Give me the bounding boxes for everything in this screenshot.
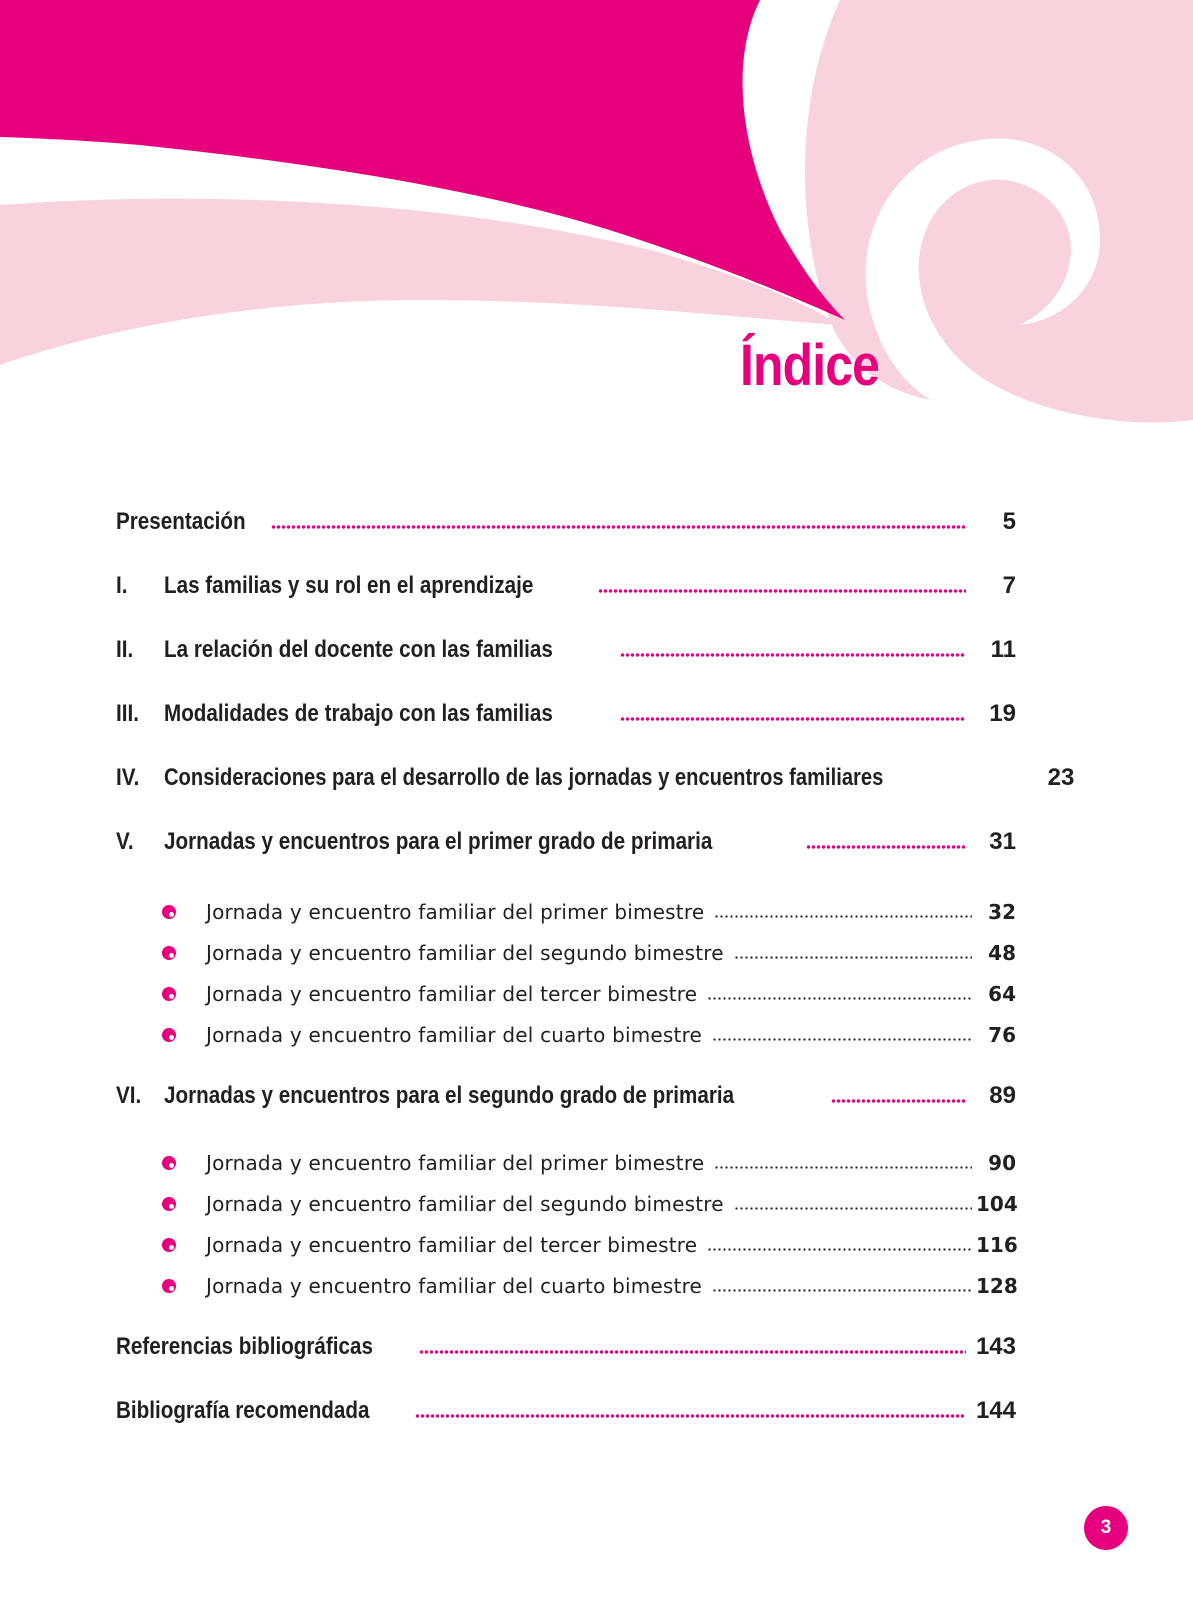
toc-entry-number: I.: [116, 572, 128, 599]
toc-entry-bibliografia[interactable]: [116, 1394, 1016, 1428]
dot-leader: [831, 1099, 966, 1103]
sub-entry-label: Jornada y encuentro familiar del cuarto bimestre: [206, 1274, 703, 1298]
toc-entry-referencias[interactable]: [116, 1330, 1016, 1364]
toc-entry-label: Jornadas y encuentros para el segundo grado de primaria: [164, 1082, 735, 1109]
sub-entry[interactable]: [160, 897, 1016, 927]
sub-entry-label: Jornada y encuentro familiar del segundo bimestre: [206, 1192, 724, 1216]
bullet-icon: [162, 1238, 176, 1252]
toc-entry-page: 19: [989, 700, 1016, 727]
bullet-icon: [162, 1279, 176, 1293]
dot-leader: [598, 589, 966, 593]
toc-entry-number: IV.: [116, 764, 140, 791]
sub-entry-page: 48: [988, 941, 1016, 965]
page-number-badge: 3: [1084, 1506, 1128, 1550]
bullet-icon: [162, 946, 176, 960]
sub-entry[interactable]: [160, 1020, 1016, 1050]
sub-entry[interactable]: [160, 1271, 1016, 1301]
toc-entry-page: 7: [1002, 572, 1016, 599]
dot-leader: [714, 1166, 972, 1169]
dot-leader: [806, 845, 966, 849]
toc-entry-page: 11: [990, 636, 1016, 663]
toc-entry-label: La relación del docente con las familias: [164, 636, 553, 663]
sub-entry-label: Jornada y encuentro familiar del tercer bimestre: [206, 982, 698, 1006]
toc-entry-presentacion[interactable]: [116, 505, 1016, 539]
toc-entry-label: Referencias bibliográficas: [116, 1333, 373, 1360]
toc-entry-number: VI.: [116, 1082, 142, 1109]
dot-leader: [707, 997, 972, 1000]
bullet-icon: [162, 1156, 176, 1170]
sub-entry[interactable]: [160, 938, 1016, 968]
dot-leader: [419, 1350, 966, 1354]
toc-entry-page: 89: [989, 1082, 1016, 1109]
dot-leader: [714, 915, 972, 918]
dot-leader: [707, 1248, 972, 1251]
sub-entry-label: Jornada y encuentro familiar del primer bimestre: [206, 900, 705, 924]
dot-leader: [271, 525, 966, 529]
toc-entry-ii[interactable]: [116, 633, 1016, 667]
dot-leader: [620, 717, 966, 721]
dot-leader: [712, 1289, 972, 1292]
sub-entry-page: 76: [988, 1023, 1016, 1047]
toc-entry-number: V.: [116, 828, 134, 855]
bullet-icon: [162, 987, 176, 1001]
sub-entry-page: 32: [988, 900, 1016, 924]
toc-entry-label: Presentación: [116, 508, 246, 535]
sub-entry-page: 116: [976, 1233, 1018, 1257]
toc-entry-vi[interactable]: [116, 1079, 1016, 1113]
sub-entry[interactable]: [160, 1189, 1016, 1219]
sub-entry[interactable]: [160, 1148, 1016, 1178]
toc-entry-label: Jornadas y encuentros para el primer grado de primaria: [164, 828, 713, 855]
toc-entry-page: 144: [975, 1397, 1016, 1424]
sub-entry-label: Jornada y encuentro familiar del cuarto bimestre: [206, 1023, 703, 1047]
dot-leader: [734, 1207, 972, 1210]
toc-entry-label: Consideraciones para el desarrollo de las jornadas y encuentros familiares: [164, 764, 884, 791]
dot-leader: [620, 653, 966, 657]
dot-leader: [415, 1414, 966, 1418]
toc-entry-page: 5: [1002, 508, 1016, 535]
dot-leader: [734, 956, 972, 959]
sub-entry-page: 90: [988, 1151, 1016, 1175]
toc-entry-label: Las familias y su rol en el aprendizaje: [164, 572, 534, 599]
toc-entry-i[interactable]: [116, 569, 1016, 603]
toc-entry-page: 23: [1047, 764, 1075, 791]
dot-leader: [712, 1038, 972, 1041]
sub-entry-label: Jornada y encuentro familiar del tercer bimestre: [206, 1233, 698, 1257]
sub-entry[interactable]: [160, 979, 1016, 1009]
sub-entry-label: Jornada y encuentro familiar del primer bimestre: [206, 1151, 705, 1175]
sub-entry-page: 128: [976, 1274, 1018, 1298]
sub-entry-label: Jornada y encuentro familiar del segundo bimestre: [206, 941, 724, 965]
sub-entry[interactable]: [160, 1230, 1016, 1260]
toc-entry-iii[interactable]: [116, 697, 1016, 731]
bullet-icon: [162, 1197, 176, 1211]
toc-entry-label: Bibliografía recomendada: [116, 1397, 370, 1424]
page-title: Índice: [740, 333, 879, 398]
toc-entry-page: 143: [975, 1333, 1016, 1360]
sub-entry-page: 104: [976, 1192, 1018, 1216]
toc-entry-v[interactable]: [116, 825, 1016, 859]
toc-entry-iv[interactable]: [116, 761, 1075, 795]
toc-entry-label: Modalidades de trabajo con las familias: [164, 700, 553, 727]
toc-entry-number: II.: [116, 636, 134, 663]
toc-entry-number: III.: [116, 700, 139, 727]
bullet-icon: [162, 905, 176, 919]
toc-entry-page: 31: [989, 828, 1016, 855]
bullet-icon: [162, 1028, 176, 1042]
sub-entry-page: 64: [988, 982, 1016, 1006]
